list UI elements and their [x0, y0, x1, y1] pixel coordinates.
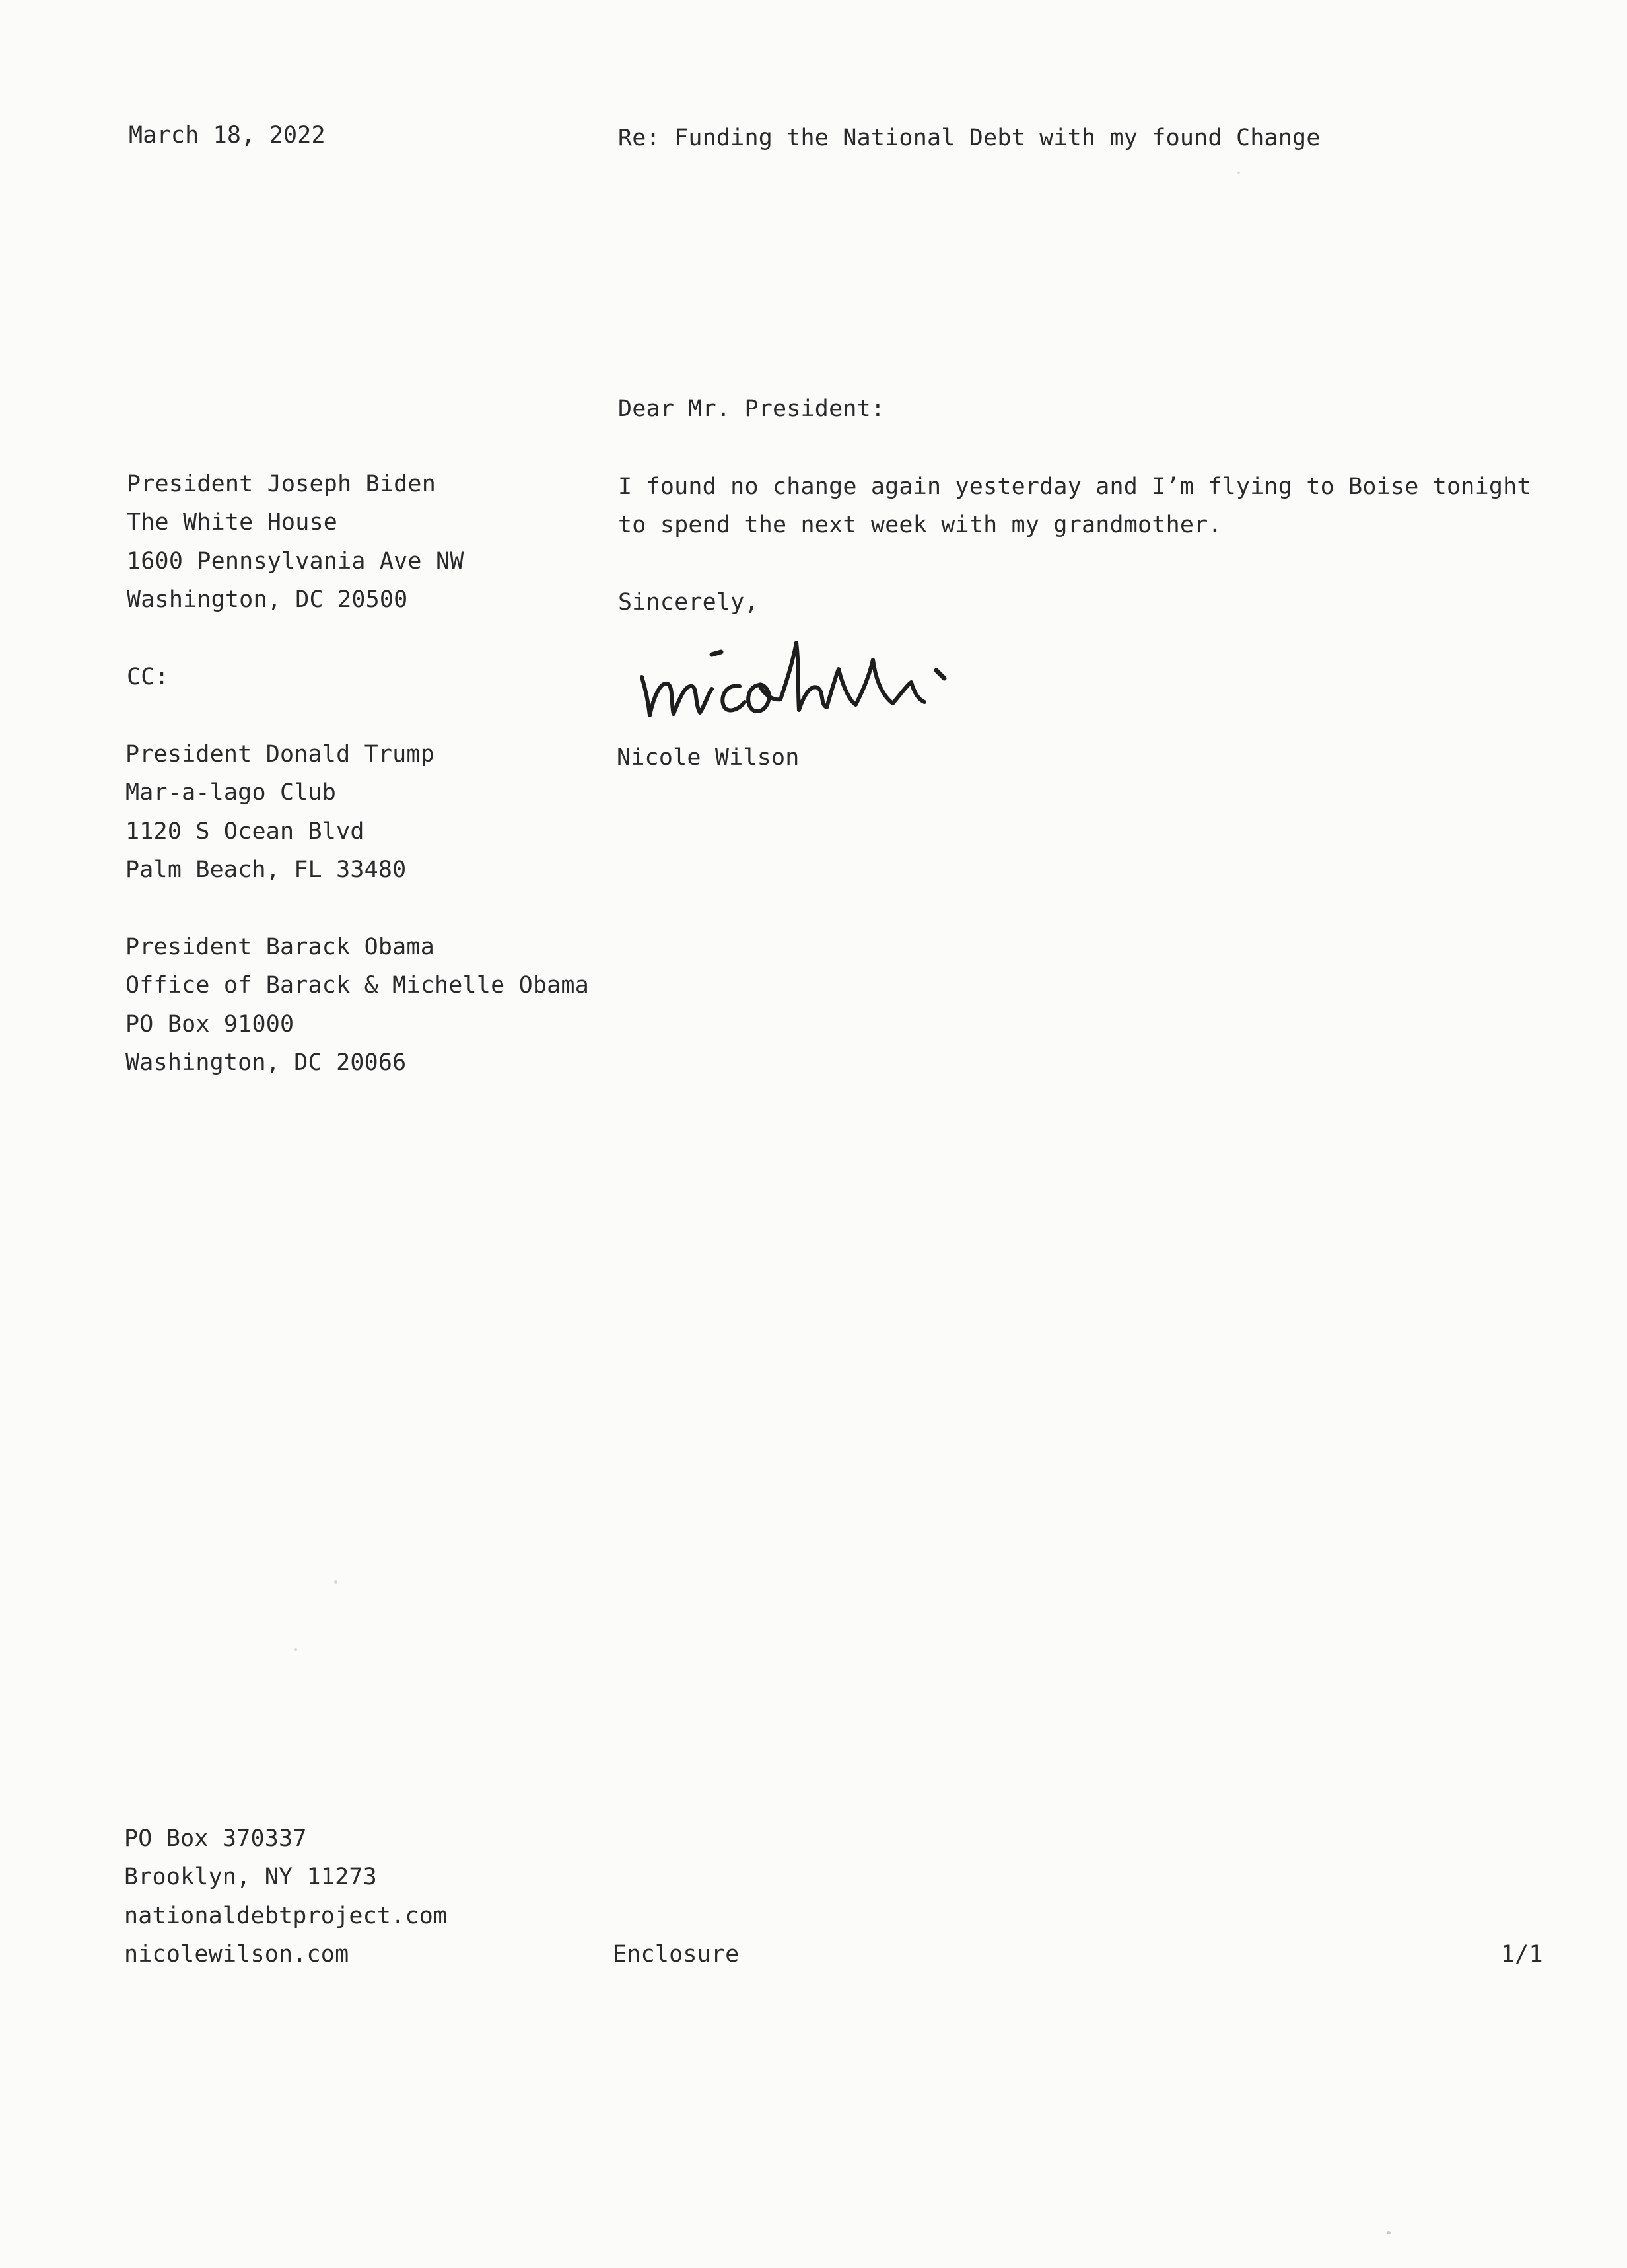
letter-body — [618, 468, 1531, 545]
address-line: 1600 Pennsylvania Ave NW — [127, 548, 464, 575]
address-line: Brooklyn, NY 11273 — [124, 1864, 377, 1891]
enclosure-note: Enclosure — [613, 1941, 740, 1967]
salutation: Dear Mr. President: — [618, 396, 885, 422]
cc-address-trump — [125, 735, 434, 890]
scan-speck — [334, 1580, 337, 1584]
address-line: PO Box 91000 — [125, 1010, 294, 1038]
address-line: Palm Beach, FL 33480 — [125, 857, 407, 884]
website-link: nationaldebtproject.com — [124, 1902, 448, 1929]
subject-line: Re: Funding the National Debt with my found Change — [618, 125, 1321, 151]
letter-date: March 18, 2022 — [129, 122, 326, 149]
closing: Sincerely, — [618, 589, 759, 616]
sender-address — [124, 1820, 447, 1974]
address-line: 1120 S Ocean Blvd — [125, 818, 364, 845]
address-line: President Barack Obama — [125, 934, 434, 960]
signer-name: Nicole Wilson — [617, 744, 800, 771]
address-line: President Donald Trump — [125, 741, 434, 767]
address-line: The White House — [127, 509, 338, 536]
address-line: Mar-a-lago Club — [125, 779, 337, 806]
address-line: Washington, DC 20500 — [127, 586, 408, 614]
recipient-address — [127, 465, 464, 620]
scan-speck — [294, 1648, 297, 1651]
website-link: nicolewilson.com — [124, 1941, 349, 1968]
address-line: PO Box 370337 — [124, 1825, 307, 1852]
body-line: I found no change again yesterday and I’m flying to Boise tonight — [618, 474, 1531, 500]
cc-address-obama — [125, 928, 589, 1082]
body-line: to spend the next week with my grandmother. — [618, 512, 1222, 539]
address-line: Washington, DC 20066 — [125, 1049, 407, 1077]
address-line: President Joseph Biden — [127, 471, 436, 497]
handwritten-signature — [634, 631, 964, 730]
address-line: Office of Barack & Michelle Obama — [125, 972, 589, 999]
scan-speck — [1387, 2231, 1391, 2234]
cc-label: CC: — [127, 664, 169, 690]
page-number: 1/1 — [1501, 1941, 1543, 1967]
scan-speck — [1237, 172, 1240, 174]
